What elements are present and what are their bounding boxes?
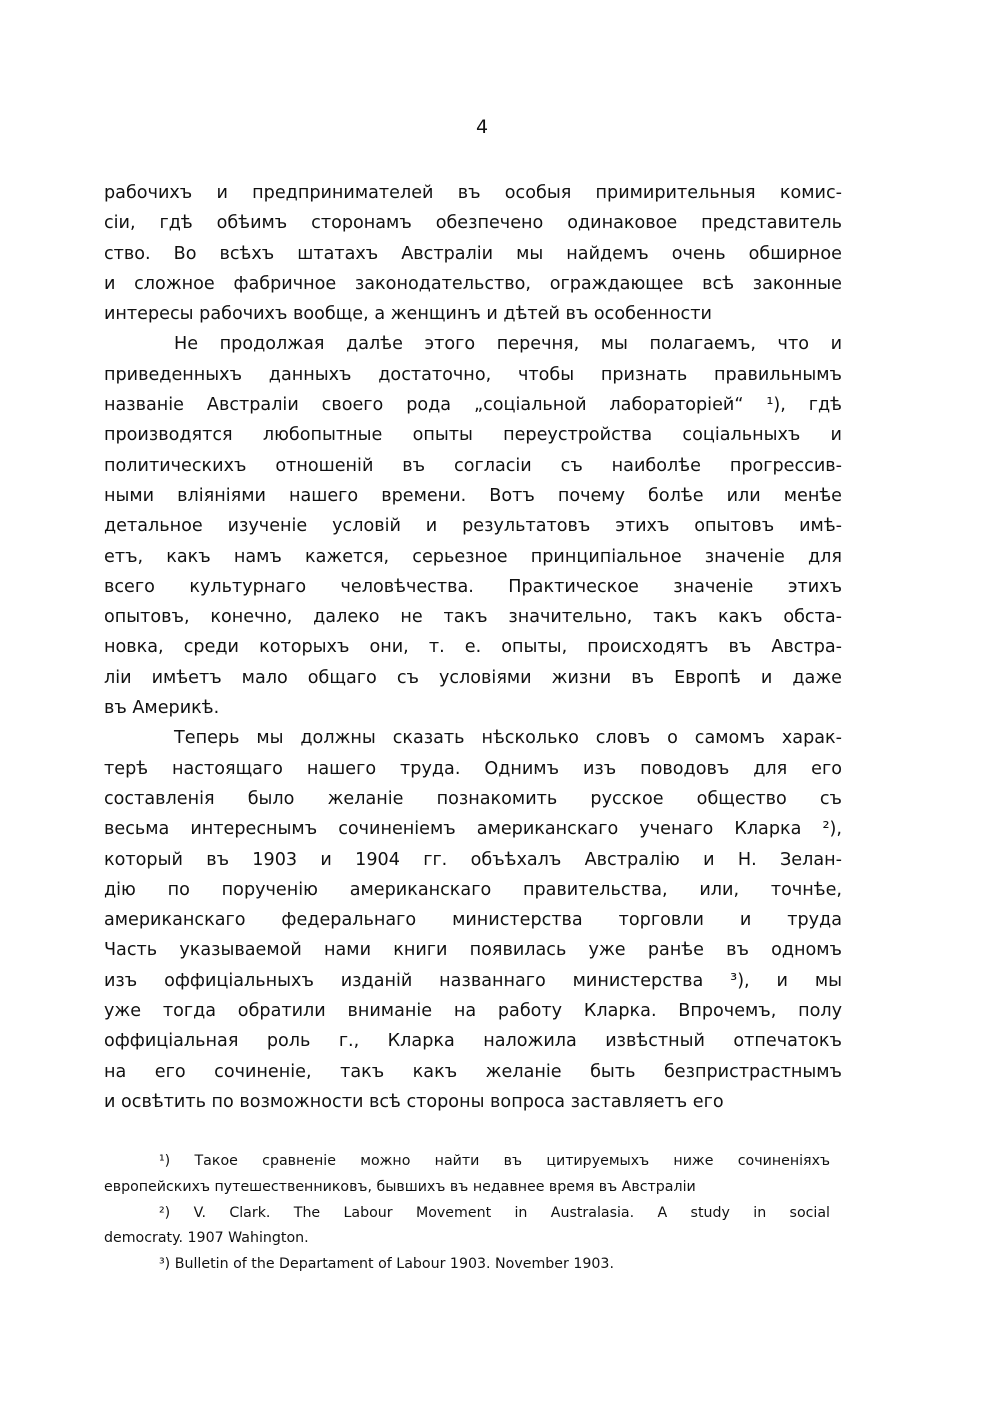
text-line: рабочихъ и предпринимателей въ особыя примирительныя комис- xyxy=(104,183,842,203)
text-line: детальное изученіе условій и результатовъ этихъ опытовъ имѣ- xyxy=(104,516,842,537)
text-line: терѣ настоящаго нашего труда. Однимъ изъ поводовъ для его xyxy=(104,758,842,779)
text-line: приведенныхъ данныхъ достаточно, чтобы признать правильнымъ xyxy=(104,364,842,385)
footnote-line: ³) Bulletin of the Departament of Labour 1903. November 1903. xyxy=(159,1256,614,1273)
text-line: на его сочиненіе, такъ какъ желаніе быть безпристрастнымъ xyxy=(104,1061,842,1082)
footnote-line: ²) V. Clark. The Labour Movement in Australasia. A study in social xyxy=(159,1204,830,1221)
text-line: американскаго федеральнаго министерства торговли и труда xyxy=(104,910,842,931)
footnote xyxy=(104,1252,830,1278)
text-line: сіи, гдѣ обѣимъ сторонамъ обезпечено одинаковое представитель xyxy=(104,213,842,234)
text-line: который въ 1903 и 1904 гг. объѣхалъ Австралію и Н. Зелан- xyxy=(104,849,842,870)
text-line: и освѣтить по возможности всѣ стороны вопроса заставляетъ его xyxy=(104,1091,724,1112)
text-line: производятся любопытные опыты переустройства соціальныхъ и xyxy=(104,425,842,446)
text-line: Теперь мы должны сказать нѣсколько словъ о самомъ харак- xyxy=(174,728,842,749)
paragraph xyxy=(104,178,842,329)
text-line: уже тогда обратили вниманіе на работу Кларка. Впрочемъ, полу xyxy=(104,1001,842,1022)
text-line: весьма интереснымъ сочиненіемъ американскаго ученаго Кларка ²), xyxy=(104,819,842,840)
text-line: всего культурнаго человѣчества. Практическое значеніе этихъ xyxy=(104,576,842,597)
text-line: опытовъ, конечно, далеко не такъ значительно, такъ какъ обста- xyxy=(104,607,842,628)
footnote-line: ¹) Такое сравненіе можно найти въ цитируемыхъ ниже сочиненіяхъ xyxy=(159,1153,830,1169)
text-line: ными вліяніями нашего времени. Вотъ почему болѣе или менѣе xyxy=(104,485,842,506)
footnote-line: democraty. 1907 Wahington. xyxy=(104,1230,309,1247)
text-line: и сложное фабричное законодательство, ограждающее всѣ законные xyxy=(104,273,842,294)
text-line: составленія было желаніе познакомить русское общество съ xyxy=(104,788,842,809)
text-line: новка, среди которыхъ они, т. е. опыты, происходятъ въ Австра- xyxy=(104,637,842,658)
footnote xyxy=(104,1149,830,1201)
text-line: етъ, какъ намъ кажется, серьезное принципіальное значеніе для xyxy=(104,546,842,567)
text-line: Часть указываемой нами книги появилась уже ранѣе въ одномъ xyxy=(104,940,842,961)
text-line: интересы рабочихъ вообще, а женщинъ и дѣтей въ особенности xyxy=(104,304,712,325)
text-line: Не продолжая далѣе этого перечня, мы полагаемъ, что и xyxy=(174,334,842,355)
paragraph xyxy=(104,723,842,1117)
page-number: 4 xyxy=(475,116,489,138)
footnote-line: европейскихъ путешественниковъ, бывшихъ въ недавнее время въ Австраліи xyxy=(104,1178,696,1195)
footnotes xyxy=(104,1149,830,1278)
paragraph xyxy=(104,329,842,723)
text-line: оффиціальная роль г., Кларка наложила извѣстный отпечатокъ xyxy=(104,1031,842,1052)
body-text xyxy=(104,178,842,1117)
text-line: ство. Во всѣхъ штатахъ Австраліи мы найдемъ очень обширное xyxy=(104,243,842,264)
text-line: изъ оффиціальныхъ изданій названнаго министерства ³), и мы xyxy=(104,970,842,991)
text-line: дію по порученію американскаго правительства, или, точнѣе, xyxy=(104,879,842,900)
text-line: названіе Австраліи своего рода „соціальной лабораторіей“ ¹), гдѣ xyxy=(104,395,842,416)
footnote xyxy=(104,1201,830,1253)
text-line: политическихъ отношеній въ согласіи съ наиболѣе прогрессив- xyxy=(104,455,842,476)
text-line: въ Америкѣ. xyxy=(104,698,220,719)
text-line: ліи имѣетъ мало общаго съ условіями жизни въ Европѣ и даже xyxy=(104,667,842,688)
